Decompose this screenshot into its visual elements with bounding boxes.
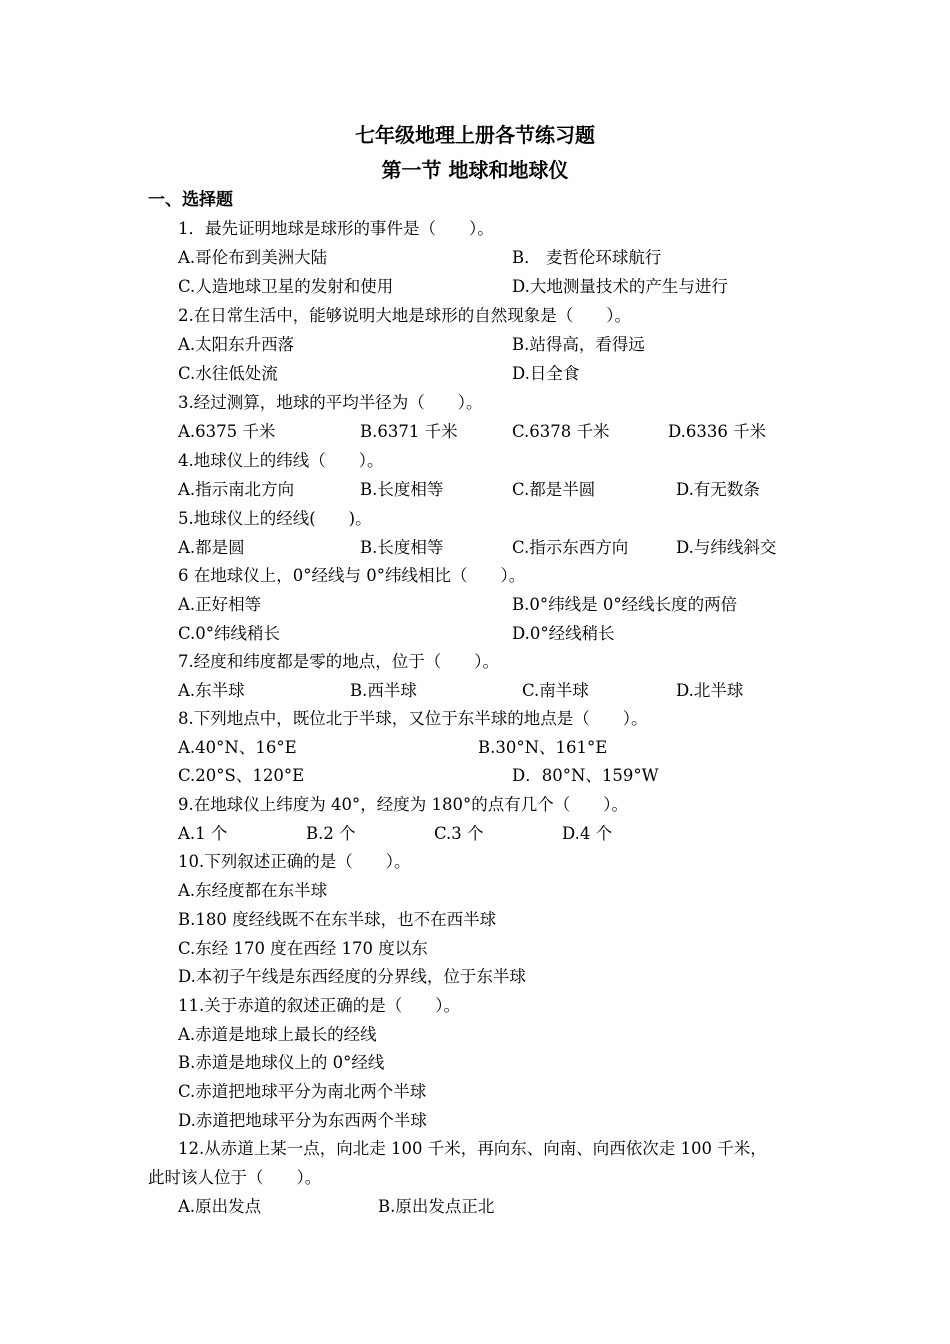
option-b: B.西半球 (350, 681, 417, 700)
option-a: A.哥伦布到美洲大陆 (178, 248, 328, 267)
question-10 (0, 849, 950, 875)
question-5 (0, 506, 950, 532)
option-b: B． 麦哲伦环球航行 (512, 248, 662, 267)
option-d: D.北半球 (676, 681, 744, 700)
option-a: A.6375 千米 (178, 422, 276, 441)
options-row (0, 1050, 950, 1076)
option-b: B.2 个 (306, 824, 356, 843)
option-b: B.原出发点正北 (378, 1197, 495, 1216)
options-row (0, 535, 950, 561)
question-stem: 1．最先证明地球是球形的事件是（ ）。 (178, 219, 494, 238)
options-row (0, 361, 950, 387)
option-a: A.都是圆 (178, 538, 245, 557)
question-stem: 10.下列叙述正确的是（ ）。 (178, 852, 411, 871)
option-b: B.长度相等 (360, 480, 444, 499)
options-row (0, 1022, 950, 1048)
question-9 (0, 792, 950, 818)
option-b: B.长度相等 (360, 538, 444, 557)
option-a: A.原出发点 (178, 1197, 262, 1216)
option-b: B.0°纬线是 0°经线长度的两倍 (512, 595, 738, 614)
options-row (0, 878, 950, 904)
option-d: D.0°经线稍长 (512, 624, 615, 643)
question-1 (0, 216, 950, 242)
options-row (0, 964, 950, 990)
question-stem: 11.关于赤道的叙述正确的是（ ）。 (178, 996, 460, 1015)
question-7 (0, 649, 950, 675)
question-stem: 9.在地球仪上纬度为 40°，经度为 180°的点有几个（ ）。 (178, 795, 628, 814)
document-title: 七年级地理上册各节练习题 (355, 123, 595, 147)
option-a: A.赤道是地球上最长的经线 (178, 1025, 377, 1044)
question-stem: 4.地球仪上的纬线（ ）。 (178, 451, 384, 470)
question-stem: 8.下列地点中，既位北于半球，又位于东半球的地点是（ ）。 (178, 709, 648, 728)
options-row (0, 274, 950, 300)
option-c: C.东经 170 度在西经 170 度以东 (178, 939, 428, 958)
question-11 (0, 993, 950, 1019)
option-d: D．80°N、159°W (512, 766, 659, 785)
question-stem: 3.经过测算，地球的平均半径为（ ）。 (178, 393, 483, 412)
question-stem: 5.地球仪上的经线( )。 (178, 509, 372, 528)
option-c: C.3 个 (434, 824, 484, 843)
question-stem-cont: 此时该人位于（ ）。 (148, 1168, 322, 1187)
question-12 (0, 1136, 950, 1162)
question-3 (0, 390, 950, 416)
option-c: C.赤道把地球平分为南北两个半球 (178, 1082, 427, 1101)
options-row (0, 419, 950, 445)
option-d: D.有无数条 (676, 480, 760, 499)
options-row (0, 592, 950, 618)
document-subtitle: 第一节 地球和地球仪 (381, 158, 569, 182)
option-a: A.指示南北方向 (178, 480, 295, 499)
question-stem: 7.经度和纬度都是零的地点，位于（ ）。 (178, 652, 499, 671)
option-a: A.太阳东升西落 (178, 335, 295, 354)
options-row (0, 245, 950, 271)
option-c: C.人造地球卫星的发射和使用 (178, 277, 394, 296)
option-d: D.本初子午线是东西经度的分界线，位于东半球 (178, 967, 526, 986)
options-row (0, 907, 950, 933)
question-4 (0, 448, 950, 474)
option-c: C.指示东西方向 (512, 538, 629, 557)
options-row (0, 1108, 950, 1134)
option-c: C.水往低处流 (178, 364, 278, 383)
option-a: A.正好相等 (178, 595, 262, 614)
options-row (0, 1194, 950, 1220)
option-c: C.南半球 (522, 681, 589, 700)
option-a: A.东经度都在东半球 (178, 881, 328, 900)
options-row (0, 332, 950, 358)
question-stem-continued (0, 1165, 950, 1191)
option-d: D.与纬线斜交 (676, 538, 777, 557)
options-row (0, 735, 950, 761)
option-d: D.赤道把地球平分为东西两个半球 (178, 1111, 427, 1130)
option-b: B.站得高，看得远 (512, 335, 645, 354)
options-row (0, 621, 950, 647)
option-d: D.4 个 (562, 824, 613, 843)
option-c: C.6378 千米 (512, 422, 610, 441)
question-2 (0, 303, 950, 329)
option-b: B.赤道是地球仪上的 0°经线 (178, 1053, 385, 1072)
option-a: A.40°N、16°E (178, 738, 297, 757)
options-row (0, 1079, 950, 1105)
option-d: D.6336 千米 (668, 422, 767, 441)
question-6 (0, 563, 950, 589)
option-b: B.180 度经线既不在东半球，也不在西半球 (178, 910, 497, 929)
options-row (0, 678, 950, 704)
options-row (0, 763, 950, 789)
option-d: D.日全食 (512, 364, 580, 383)
question-stem: 12.从赤道上某一点，向北走 100 千米，再向东、向南、向西依次走 100 千米， (178, 1139, 767, 1158)
option-b: B.30°N、161°E (478, 738, 608, 757)
question-stem: 6 在地球仪上，0°经线与 0°纬线相比（ ）。 (178, 566, 526, 585)
option-b: B.6371 千米 (360, 422, 458, 441)
section-heading: 一、选择题 (148, 190, 233, 210)
options-row (0, 821, 950, 847)
option-a: A.东半球 (178, 681, 245, 700)
option-a: A.1 个 (178, 824, 228, 843)
option-c: C.0°纬线稍长 (178, 624, 281, 643)
question-stem: 2.在日常生活中，能够说明大地是球形的自然现象是（ ）。 (178, 306, 631, 325)
options-row (0, 936, 950, 962)
option-d: D.大地测量技术的产生与进行 (512, 277, 728, 296)
options-row (0, 477, 950, 503)
question-8 (0, 706, 950, 732)
option-c: C.都是半圆 (512, 480, 596, 499)
option-c: C.20°S、120°E (178, 766, 305, 785)
